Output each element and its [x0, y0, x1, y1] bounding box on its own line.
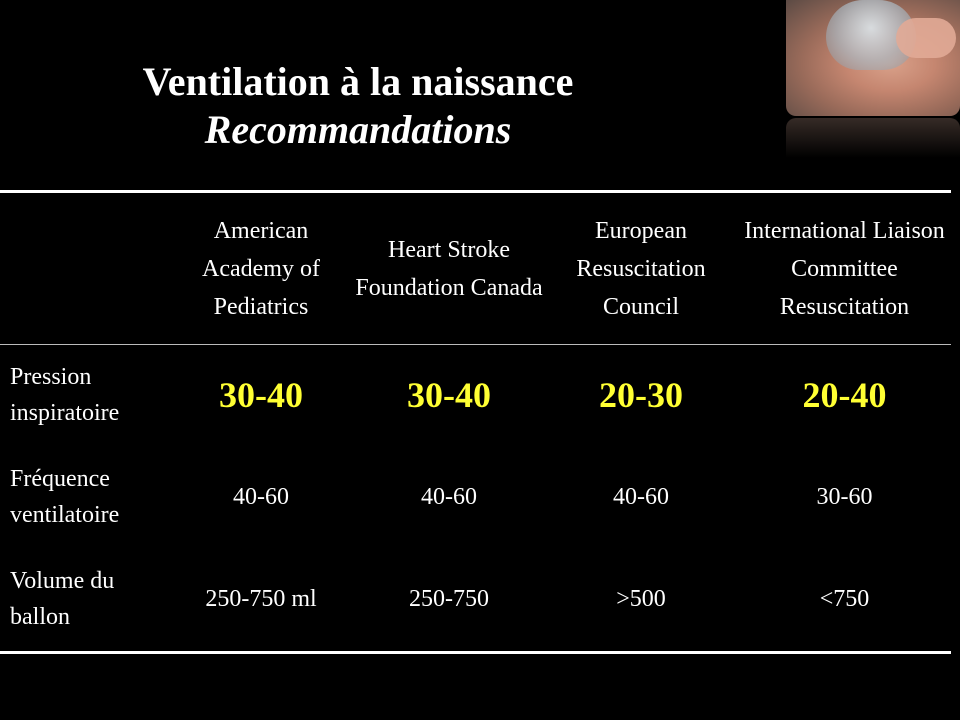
table-bottom-rule: [0, 651, 951, 654]
row-label: Pression inspiratoire: [10, 364, 120, 426]
table-row-frequence: [0, 446, 951, 548]
table-row-pression: [0, 344, 951, 446]
table-cell: 30-40: [407, 375, 491, 415]
recommendations-table: [0, 193, 951, 650]
table-cell: 250-750 ml: [205, 585, 317, 612]
column-header: European Resuscitation Council: [576, 217, 706, 320]
slide-title-main: Ventilation à la naissance: [142, 59, 574, 104]
table-cell: 40-60: [613, 483, 669, 510]
table-header-row: [0, 193, 951, 344]
table-cell: 250-750: [409, 585, 489, 612]
table-row-volume: [0, 548, 951, 650]
table-cell: 20-40: [802, 375, 887, 415]
slide-title: [0, 58, 716, 154]
column-header: American Academy of Pediatrics: [202, 217, 320, 320]
slide-title-sub: Recommandations: [204, 107, 512, 152]
photo-reflection: [786, 118, 960, 158]
table-cell: 30-60: [816, 483, 873, 510]
table-cell: 40-60: [233, 483, 289, 510]
table-cell: 30-40: [219, 375, 303, 415]
row-label: Volume du ballon: [10, 568, 115, 630]
hand-shape: [896, 18, 956, 58]
table-cell: 20-30: [599, 375, 683, 415]
column-header: International Liaison Committee Resuscitation: [744, 217, 945, 320]
table-cell: >500: [616, 585, 666, 612]
newborn-ventilation-photo: [786, 0, 960, 116]
row-label: Fréquence ventilatoire: [10, 466, 120, 528]
table-cell: 40-60: [421, 483, 477, 510]
table-cell: <750: [819, 585, 870, 612]
column-header: Heart Stroke Foundation Canada: [355, 236, 543, 301]
